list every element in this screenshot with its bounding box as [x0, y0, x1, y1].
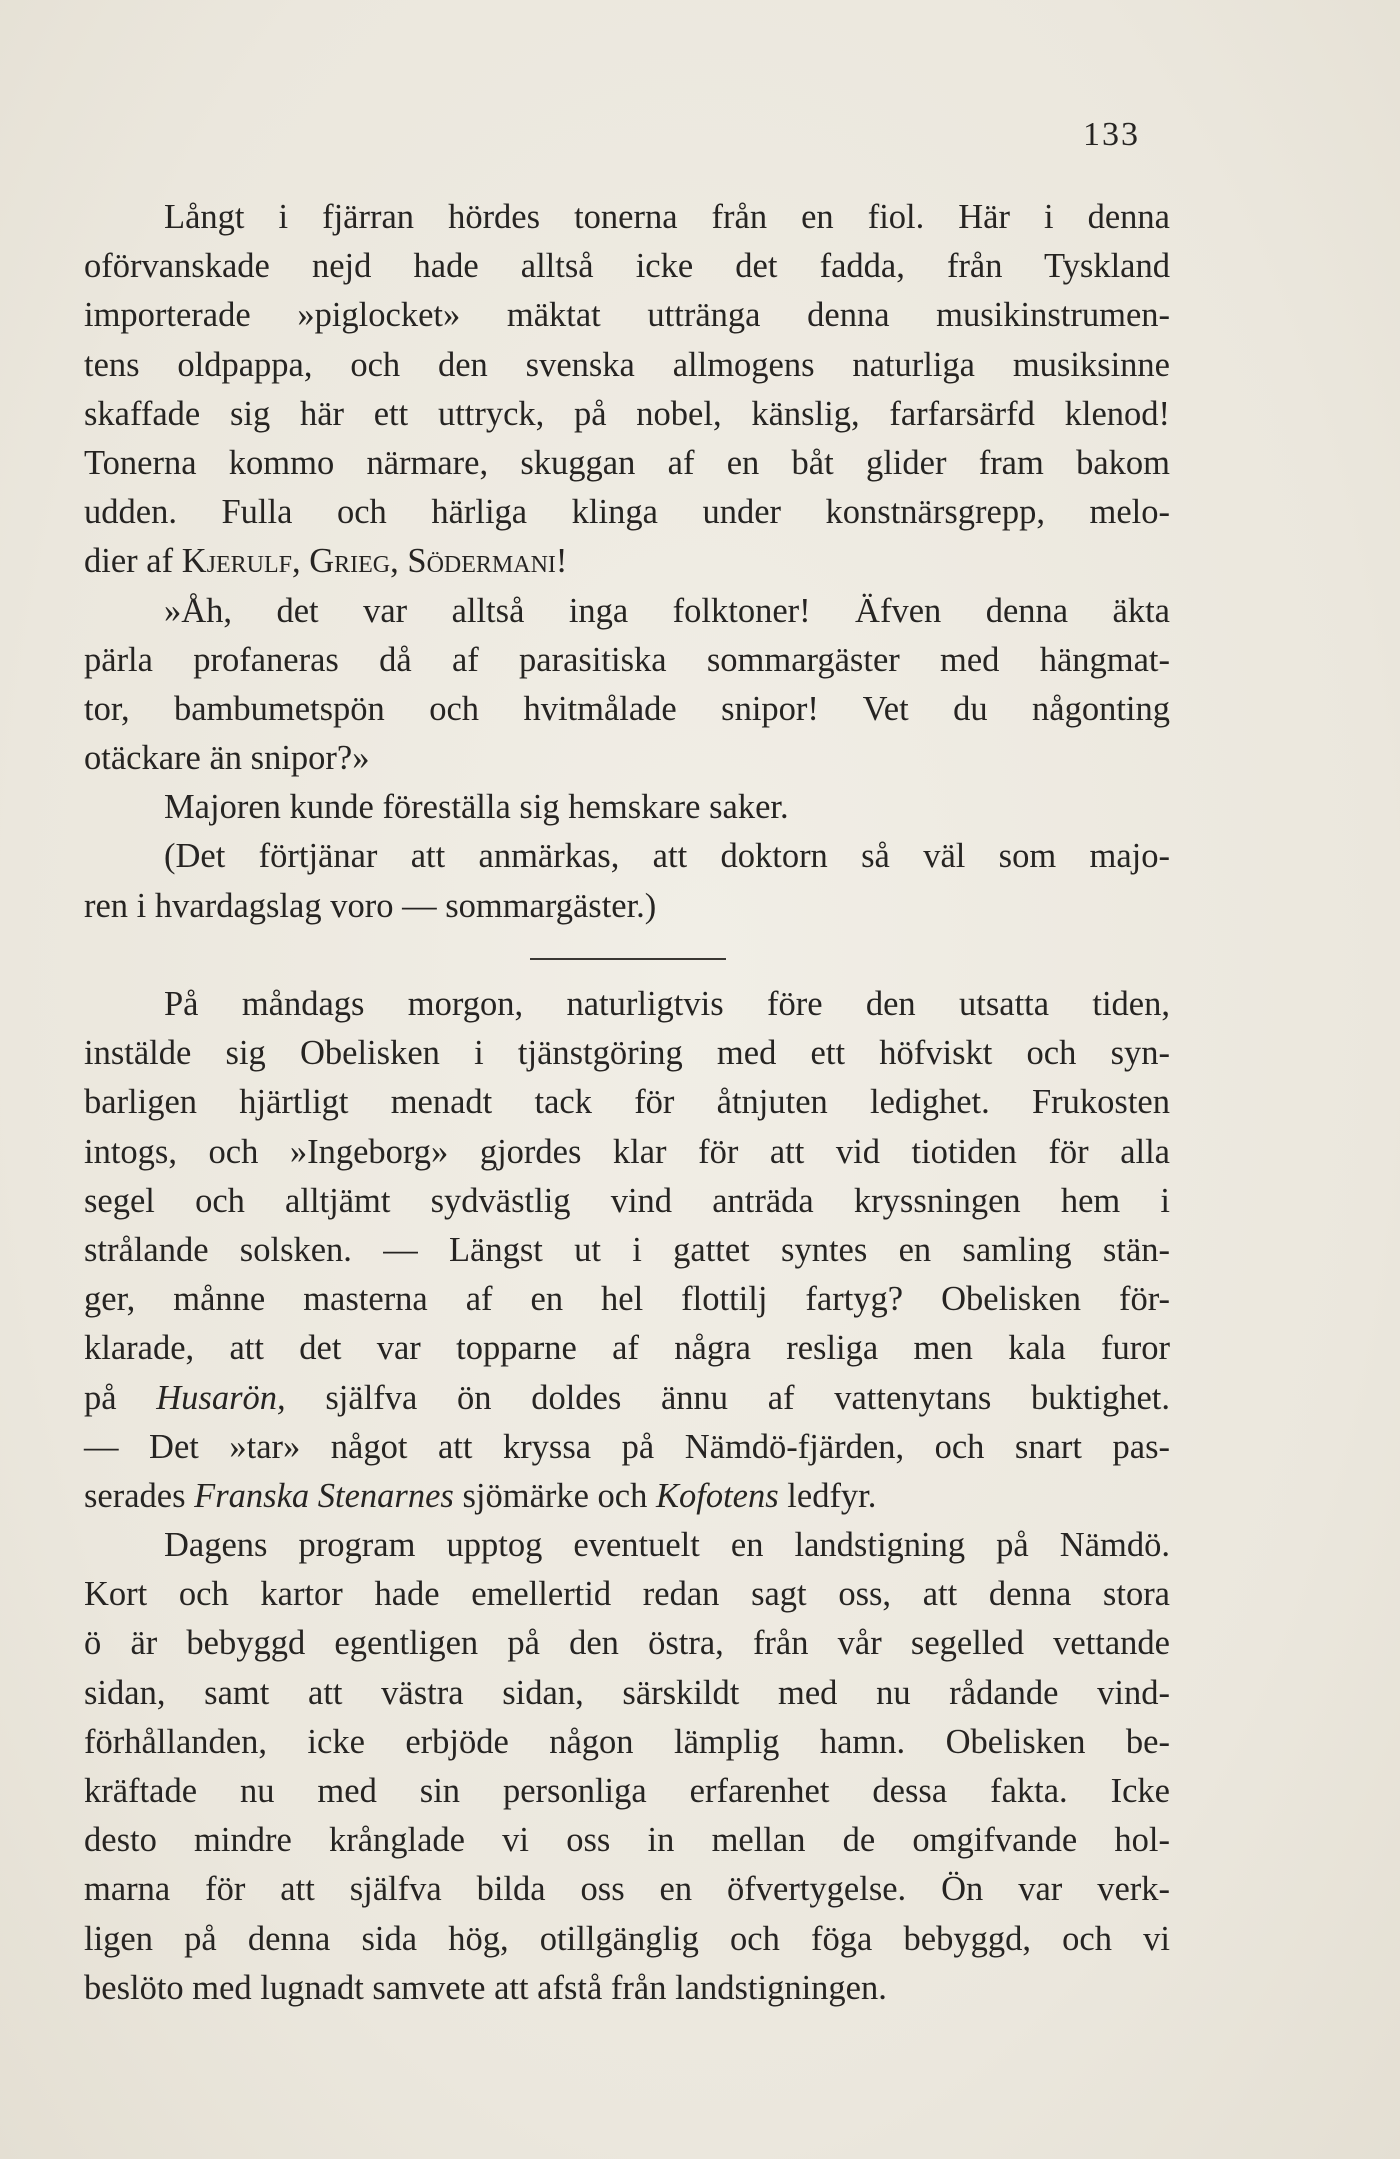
- place-name: Franska Stenarnes: [194, 1476, 454, 1515]
- composer-name: Grieg: [309, 542, 391, 581]
- fyr-suffix: ledfyr.: [778, 1476, 877, 1515]
- text-line: pärla profaneras då af parasitiska sommargäster med hängmat-: [84, 640, 1170, 679]
- text-line: desto mindre krånglade vi oss in mellan de omgifvande hol-: [84, 1821, 1170, 1860]
- fyr-middle: sjömärke och: [453, 1476, 656, 1515]
- text-line: udden. Fulla och härliga klinga under konstnärsgrepp, melo-: [84, 493, 1170, 532]
- composer-name: Södermani: [407, 542, 556, 581]
- separator: ,: [390, 542, 408, 581]
- text-line: kräftade nu med sin personliga erfarenhet dessa fakta. Icke: [84, 1772, 1170, 1810]
- text-line: intogs, och »Ingeborg» gjordes klar för att vid tiotiden för alla: [84, 1132, 1170, 1171]
- text-line: ger, månne masterna af en hel flottilj fartyg? Obelisken för-: [84, 1280, 1170, 1319]
- text-line: Majoren kunde föreställa sig hemskare saker.: [164, 788, 789, 827]
- text-line: klarade, att det var topparne af några resliga men kala furor: [84, 1329, 1170, 1368]
- text-line: Kort och kartor hade emellertid redan sagt oss, att denna stora: [84, 1575, 1170, 1614]
- section-2-text: [84, 980, 1170, 2013]
- husaron-line: [84, 1374, 1170, 1423]
- fyr-line: [84, 1472, 1170, 1521]
- separator: ,: [291, 542, 310, 581]
- text-line: strålande solsken. — Längst ut i gattet syntes en samling stän-: [84, 1230, 1170, 1269]
- text-line: otäckare än snipor?»: [84, 739, 370, 778]
- text-line: skaffade sig här ett uttryck, på nobel, känslig, farfarsärfd klenod!: [84, 394, 1170, 433]
- composer-name: Kjerulf: [181, 542, 292, 581]
- text-line: instälde sig Obelisken i tjänstgöring med ett höfviskt och syn-: [84, 1034, 1170, 1073]
- section-divider: [530, 958, 726, 960]
- text-line: (Det förtjänar att anmärkas, att doktorn så väl som majo-: [164, 837, 1170, 876]
- place-name: Husarön,: [156, 1378, 286, 1417]
- text-line: förhållanden, icke erbjöde någon lämplig hamn. Obelisken be-: [84, 1722, 1170, 1761]
- text-line: segel och alltjämt sydvästlig vind anträda kryssningen hem i: [84, 1181, 1170, 1220]
- text-line: ligen på denna sida hög, otillgänglig och föga bebyggd, och vi: [84, 1919, 1170, 1958]
- section-1-text: [84, 193, 1170, 931]
- text-line: oförvanskade nejd hade alltså icke det fadda, från Tyskland: [84, 247, 1170, 286]
- text-line: »Åh, det var alltså inga folktoner! Äfven denna äkta: [164, 591, 1170, 630]
- husaron-prefix: på: [84, 1378, 157, 1417]
- text-line: tor, bambumetspön och hvitmålade snipor! Vet du någonting: [84, 689, 1170, 728]
- text-line: barligen hjärtligt menadt tack för åtnjuten ledighet. Frukosten: [84, 1083, 1170, 1122]
- text-line: sidan, samt att västra sidan, särskildt med nu rådande vind-: [84, 1673, 1170, 1712]
- composers-suffix: !: [555, 542, 568, 581]
- text-line: ren i hvardagslag voro — sommargäster.): [84, 886, 657, 925]
- text-line: tens oldpappa, och den svenska allmogens naturliga musiksinne: [84, 345, 1170, 384]
- text-line: importerade »piglocket» mäktat uttränga denna musikinstrumen-: [84, 296, 1170, 335]
- text-line: — Det »tar» något att kryssa på Nämdö-fjärden, och snart pas-: [84, 1427, 1170, 1466]
- text-line: Långt i fjärran hördes tonerna från en fiol. Här i denna: [164, 198, 1170, 236]
- text-line: Tonerna kommo närmare, skuggan af en båt glider fram bakom: [84, 443, 1170, 482]
- husaron-suffix: själfva ön doldes ännu af vattenytans buktighet.: [285, 1378, 1170, 1417]
- text-line: På måndags morgon, naturligtvis före den utsatta tiden,: [164, 985, 1170, 1023]
- text-line: Dagens program upptog eventuelt en landstigning på Nämdö.: [164, 1526, 1170, 1565]
- composers-line: [84, 537, 1170, 586]
- text-line: ö är bebyggd egentligen på den östra, från vår segelled vettande: [84, 1624, 1170, 1663]
- fyr-prefix: serades: [84, 1476, 195, 1515]
- text-line: beslöto med lugnadt samvete att afstå från landstigningen.: [84, 1968, 887, 2007]
- text-line: marna för att själfva bilda oss en öfvertygelse. Ön var verk-: [84, 1870, 1170, 1909]
- page-number: 133: [1083, 116, 1140, 153]
- composers-prefix: dier af: [84, 542, 182, 581]
- place-name: Kofotens: [656, 1476, 779, 1515]
